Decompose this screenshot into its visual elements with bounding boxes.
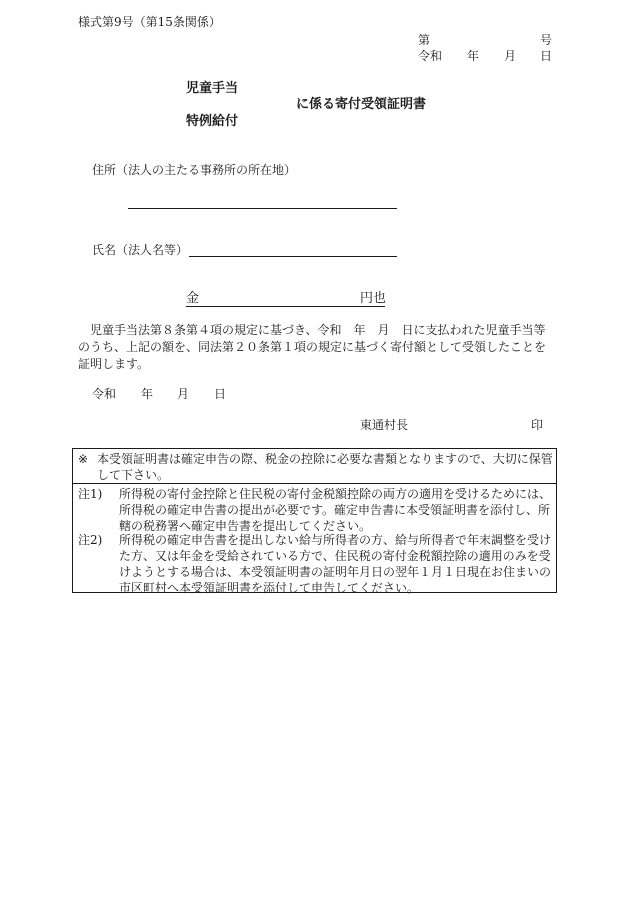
bottom-date-year: 年 <box>141 387 154 401</box>
top-date-day: 日 <box>540 49 553 63</box>
top-date-era: 令和 <box>418 49 443 63</box>
name-line <box>189 256 397 257</box>
number-prefix: 第 <box>418 33 431 47</box>
name-label: 氏名（法人名等） <box>92 243 189 257</box>
title-line1: 児童手当 <box>186 81 239 96</box>
notes-main-text: 本受領証明書は確定申告の際、税金の控除に必要な書類となりますので、大切に保管して下さい。 <box>97 452 553 482</box>
number-suffix: 号 <box>540 33 553 47</box>
note1-text: 所得税の寄付金控除と住民税の寄付金税額控除の両方の適用を受けるためには、所得税の確定申告書の提出が必要です。確定申告書に本受領証明書を添付し、所轄の税務署へ確定申告書を提出してください。 <box>119 487 552 533</box>
note2-label: 注2) <box>78 533 103 547</box>
notes-main-mark: ※ <box>78 452 89 466</box>
address-label: 住所（法人の主たる事務所の所在地） <box>92 163 297 177</box>
seal-mark: 印 <box>531 418 544 432</box>
note1-label: 注1) <box>78 487 103 501</box>
document-title: に係る寄付受領証明書 <box>296 97 427 112</box>
top-date-year: 年 <box>467 49 480 63</box>
address-line <box>128 208 397 209</box>
top-date-month: 月 <box>504 49 517 63</box>
notes-box <box>72 448 557 593</box>
title-line2: 特例給付 <box>186 114 239 129</box>
bottom-date-month: 月 <box>177 387 190 401</box>
amount-suffix: 円也 <box>360 291 387 306</box>
form-label: 様式第9号（第15条関係） <box>78 15 221 29</box>
bottom-date-era: 令和 <box>92 387 117 401</box>
bottom-date-day: 日 <box>214 387 227 401</box>
amount-prefix: 金 <box>186 291 200 306</box>
issuer-name: 東通村長 <box>360 418 409 432</box>
certification-text: 児童手当法第８条第４項の規定に基づき、令和 年 月 日に支払われた児童手当等のうち、上記の額を、同法第２０条第１項の規定に基づく寄付額として受領したことを証明します。 <box>78 323 547 371</box>
note2-text: 所得税の確定申告書を提出しない給与所得者の方、給与所得者で年末調整を受けた方、又は年金を受給されている方で、住民税の寄付金税額控除の適用のみを受けようとする場合は、本受領証明書の証明年月日の翌年１月１日現在お住まいの市区町村へ本受領証明書を添付して申告してください。 <box>119 533 552 595</box>
notes-divider <box>73 483 556 484</box>
amount-line <box>186 306 385 307</box>
